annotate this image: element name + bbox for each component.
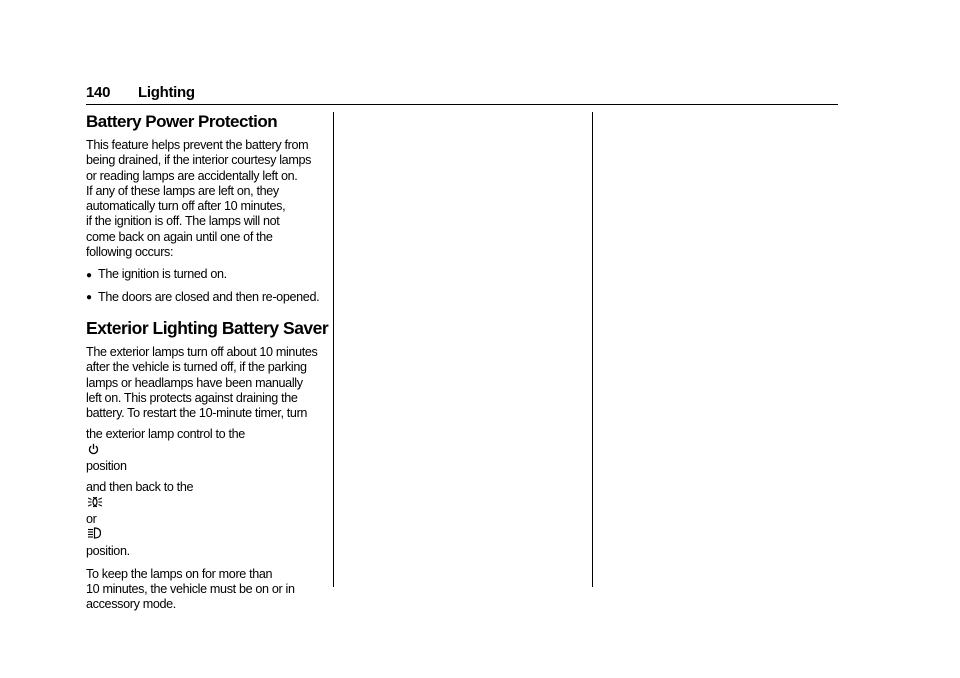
column-divider-2 <box>592 112 593 587</box>
text-fragment: or <box>86 511 97 526</box>
parking-lamps-icon <box>88 496 328 512</box>
text-line: 10 minutes, the vehicle must be on or in <box>86 582 295 597</box>
text-line: following occurs: <box>86 245 174 260</box>
text-line-with-icon <box>86 427 330 474</box>
bullet-icon: ● <box>86 291 92 303</box>
text-line: This feature helps prevent the battery from <box>86 138 309 152</box>
text-line: The exterior lamps turn off about 10 minutes <box>86 344 318 359</box>
text-fragment: position <box>86 459 127 474</box>
section-title: Lighting <box>138 84 195 101</box>
exterior-lighting-battery-saver-heading: Exterior Lighting Battery Saver <box>86 317 329 338</box>
exterior-lighting-note <box>86 567 330 613</box>
text-line: left on. This protects against draining the <box>86 390 298 405</box>
text-line: or reading lamps are accidentally left on. <box>86 168 298 183</box>
bullet-item <box>86 290 330 305</box>
headlamps-icon <box>88 527 328 543</box>
text-line: lamps or headlamps have been manually <box>86 375 303 390</box>
text-fragment: the exterior lamp control to the <box>86 427 245 442</box>
text-line: To keep the lamps on for more than <box>86 566 273 581</box>
text-line: battery. To restart the 10-minute timer, turn <box>86 406 308 421</box>
text-fragment: position. <box>86 543 130 558</box>
page-number: 140 <box>86 84 111 101</box>
text-line: If any of these lamps are left on, they <box>86 183 279 198</box>
text-line: after the vehicle is turned off, if the parking <box>86 360 307 375</box>
text-line-with-icon <box>86 480 330 558</box>
battery-power-protection-heading: Battery Power Protection <box>86 112 278 131</box>
left-column <box>86 111 330 613</box>
page-header <box>86 84 838 105</box>
exterior-lighting-text <box>86 345 330 559</box>
text-line: if the ignition is off. The lamps will not <box>86 214 280 229</box>
text-line: being drained, if the interior courtesy lamps <box>86 153 312 168</box>
column-divider-1 <box>333 112 334 587</box>
bullet-item <box>86 267 330 282</box>
text-line: come back on again until one of the <box>86 229 273 244</box>
text-fragment: and then back to the <box>86 480 194 495</box>
text-line: accessory mode. <box>86 597 176 612</box>
bullet-text: The ignition is turned on. <box>98 267 227 282</box>
battery-power-protection-text <box>86 138 330 260</box>
power-off-icon <box>88 443 328 459</box>
bullet-icon: ● <box>86 269 92 281</box>
bullet-text: The doors are closed and then re-opened. <box>98 289 320 304</box>
text-line: automatically turn off after 10 minutes, <box>86 199 286 214</box>
